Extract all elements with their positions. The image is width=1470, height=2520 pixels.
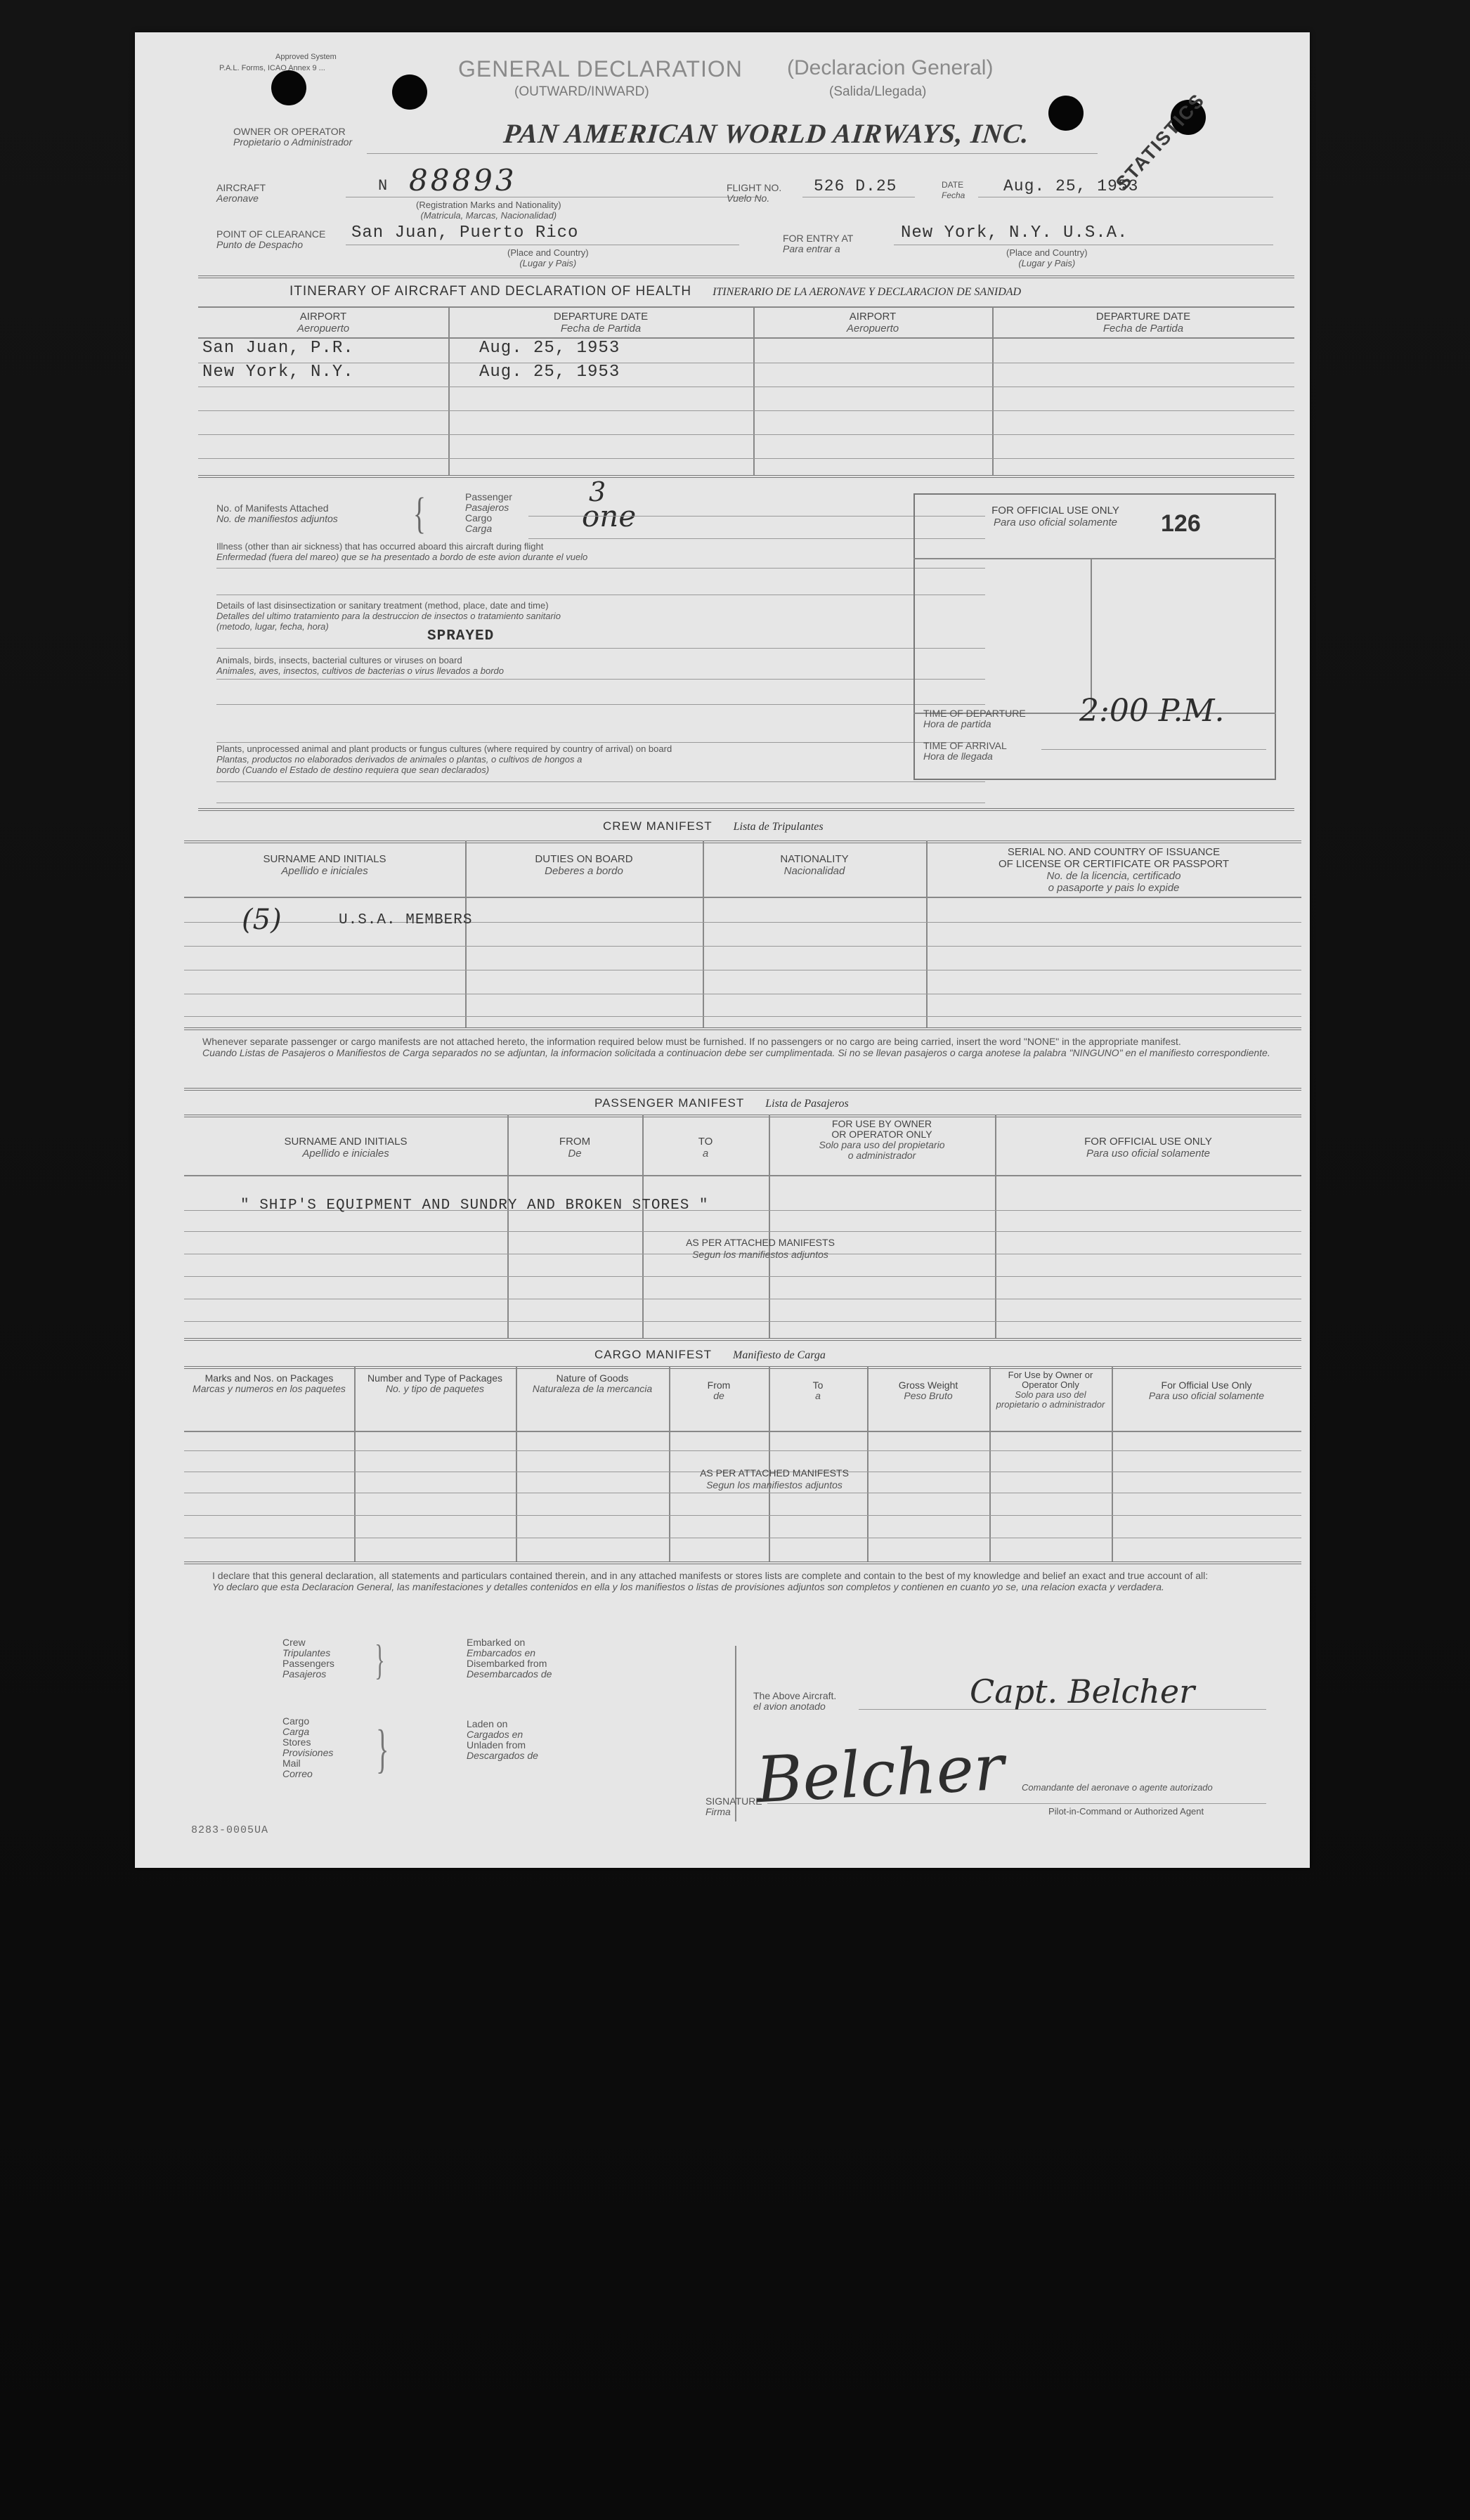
cargo-col-packages: Number and Type of Packages No. y tipo de paquetes (368, 1372, 502, 1394)
itinerary-date: Aug. 25, 1953 (479, 339, 620, 358)
plants-label: Plants, unprocessed animal and plant products or fungus cultures (where required by country of arrival) on board Plantas, productos no elaborados derivados de animales o plantas, o cultivos de hongos a bordo (Cuando el Estado de destino requiera que sean declarados) (216, 743, 672, 775)
itinerary-col-airport: AIRPORT Aeropuerto (297, 311, 350, 335)
animals-label: Animals, birds, insects, bacterial cultures or viruses on board Animales, aves, insectos, cultivos de bacterias o virus llevados a bordo (216, 655, 504, 676)
cargo-col-goods: Nature of Goods Naturaleza de la mercancia (532, 1372, 653, 1394)
itinerary-col-airport: AIRPORT Aeropuerto (846, 311, 899, 335)
itinerary-col-departure: DEPARTURE DATE Fecha de Partida (1095, 311, 1191, 335)
entry-place: New York, N.Y. U.S.A. (901, 223, 1128, 242)
passenger-entry: " SHIP'S EQUIPMENT AND SUNDRY AND BROKEN STORES " (240, 1197, 709, 1214)
manifests-label: No. of Manifests Attached No. de manifiestos adjuntos (216, 502, 338, 524)
declaration-group-2-actions: Laden on Cargados en Unladen from Descargados de (467, 1718, 538, 1761)
place-note: (Place and Country) (Lugar y Pais) (1006, 247, 1088, 268)
statistics-stamp: STATISTICS (1112, 89, 1209, 195)
cargo-title: CARGO MANIFEST Manifiesto de Carga (594, 1348, 826, 1361)
date-label: DATE Fecha (942, 180, 965, 200)
official-number: 126 (1161, 510, 1201, 537)
aircraft-prefix: N (378, 177, 389, 195)
captain-name: Capt. Belcher (970, 1673, 1195, 1710)
itinerary-col-departure: DEPARTURE DATE Fecha de Partida (553, 311, 649, 335)
brace: } (375, 1637, 385, 1683)
form-subtitle-es: (Salida/Llegada) (829, 84, 927, 99)
cargo-attached: AS PER ATTACHED MANIFESTS Segun los manifiestos adjuntos (700, 1467, 849, 1490)
crew-col-surname: SURNAME AND INITIALS Apellido e iniciales (263, 853, 386, 877)
crew-col-duties: DUTIES ON BOARD Deberes a bordo (535, 853, 633, 877)
place-note: (Place and Country) (Lugar y Pais) (507, 247, 589, 268)
punch-hole (271, 70, 306, 105)
crew-col-nationality: NATIONALITY Nacionalidad (780, 853, 849, 877)
crew-entry: U.S.A. MEMBERS (339, 912, 473, 928)
crew-title: CREW MANIFEST Lista de Tripulantes (603, 819, 824, 833)
crew-col-serial: SERIAL NO. AND COUNTRY OF ISSUANCE OF LICENSE OR CERTIFICATE OR PASSPORT No. de la licencia, certificado o pasaporte y pais lo expide (998, 846, 1230, 894)
owner-label: OWNER OR OPERATOR Propietario o Administrador (233, 126, 353, 148)
form-title: GENERAL DECLARATION (458, 56, 743, 82)
cargo-col-to: To a (812, 1379, 824, 1401)
cargo-col-marks: Marks and Nos. on Packages Marcas y numeros en los paquetes (193, 1372, 346, 1394)
passenger-attached: AS PER ATTACHED MANIFESTS Segun los manifiestos adjuntos (686, 1237, 835, 1260)
itinerary-date: Aug. 25, 1953 (479, 363, 620, 382)
brace: { (412, 490, 426, 538)
cargo-col-weight: Gross Weight Peso Bruto (898, 1379, 958, 1401)
manifest-types: Passenger Pasajeros Cargo Carga (465, 491, 512, 534)
passenger-col-to: TO a (698, 1136, 713, 1160)
general-declaration-form (135, 32, 1310, 1868)
departure-time: 2:00 P.M. (1079, 693, 1225, 729)
entry-label: FOR ENTRY AT Para entrar a (783, 233, 854, 254)
passenger-col-surname: SURNAME AND INITIALS Apellido e iniciales (284, 1136, 408, 1160)
cargo-col-owner: For Use by Owner or Operator Only Solo para uso del propietario o administrador (996, 1370, 1105, 1410)
aircraft-number: 88893 (409, 163, 517, 197)
punch-hole (392, 74, 427, 110)
operator-name: PAN AMERICAN WORLD AIRWAYS, INC. (502, 119, 1032, 149)
flight-date: Aug. 25, 1953 (1003, 177, 1139, 195)
signature: Belcher (754, 1730, 1006, 1818)
official-use-box (913, 493, 1276, 780)
declaration-group-1-items: Crew Tripulantes Passengers Pasajeros (282, 1637, 334, 1680)
flight-number: 526 D.25 (814, 177, 897, 195)
form-title-es: (Declaracion General) (787, 56, 994, 79)
corner-note: P.A.L. Forms, ICAO Annex 9 ... (219, 64, 325, 72)
signer-role-es: Comandante del aeronave o agente autorizado (1022, 1782, 1213, 1793)
departure-time-label: TIME OF DEPARTURE Hora de partida (923, 708, 1026, 729)
itinerary-airport: San Juan, P.R. (202, 339, 354, 358)
official-use-title: FOR OFFICIAL USE ONLY Para uso oficial solamente (991, 505, 1119, 528)
corner-note: Approved System (275, 53, 337, 61)
passenger-col-from: FROM De (559, 1136, 591, 1160)
passenger-manifest-count: 3 (589, 476, 606, 507)
punch-hole (1048, 96, 1084, 131)
cargo-manifest-count: one (582, 499, 637, 533)
declaration-group-2-items: Cargo Carga Stores Provisiones Mail Correo (282, 1715, 334, 1779)
passenger-col-owner: FOR USE BY OWNER OR OPERATOR ONLY Solo para uso del propietario o administrador (819, 1118, 945, 1161)
manifest-notice: Whenever separate passenger or cargo manifests are not attached hereto, the information required below must be furnished. If no passengers or no cargo are being carried, insert the word "NONE" in the appropriate manifest. Cuando Listas de Pasajeros o Manifiestos de Carga separados no se adjuntan, la informacion solicitada a continuacion debe ser cumplimentada. Si no se llevan pasajeros o carga anotese la palabra "NINGUNO" en el manifiesto correspondiente. (202, 1036, 1270, 1058)
cargo-col-official: For Official Use Only Para uso oficial solamente (1148, 1379, 1265, 1401)
itinerary-airport: New York, N.Y. (202, 363, 354, 382)
passenger-col-official: FOR OFFICIAL USE ONLY Para uso oficial solamente (1084, 1136, 1212, 1160)
disinsection-value: SPRAYED (427, 628, 495, 644)
illness-label: Illness (other than air sickness) that has occurred aboard this aircraft during flight Enfermedad (fuera del mareo) que se ha presentado a bordo de este avion durante el vuelo (216, 541, 588, 562)
signature-label: SIGNATURE Firma (705, 1795, 762, 1817)
registration-note: (Registration Marks and Nationality) (Matricula, Marcas, Nacionalidad) (416, 200, 561, 221)
arrival-time-label: TIME OF ARRIVAL Hora de llegada (923, 740, 1007, 762)
brace: } (376, 1720, 389, 1779)
cargo-col-from: From de (707, 1379, 731, 1401)
declaration-text: I declare that this general declaration, all statements and particulars contained therein, and in any attached manifests or stores lists are complete and contain to the best of my knowledge and belief an exact and true account of all: Yo declaro que esta Declaracion General, las manifestaciones y detalles contenidos en ella y los manifiestos o listas de provisiones adjuntos son completos y contienen en cuanto yo se, una relacion exacta y verdadera. (212, 1570, 1209, 1592)
aircraft-reference: The Above Aircraft. el avion anotado (753, 1690, 837, 1712)
passenger-title: PASSENGER MANIFEST Lista de Pasajeros (594, 1096, 849, 1110)
disinsection-label: Details of last disinsectization or sanitary treatment (method, place, date and time) Detalles del ultimo tratamiento para la destruccion de insectos o tratamiento sanitario (metodo, lugar, fecha, hora) (216, 600, 561, 632)
clearance-label: POINT OF CLEARANCE Punto de Despacho (216, 228, 326, 250)
crew-count: (5) (242, 904, 282, 936)
flight-label: FLIGHT NO. Vuelo No. (727, 182, 782, 204)
form-subtitle: (OUTWARD/INWARD) (514, 84, 649, 99)
aircraft-label: AIRCRAFT Aeronave (216, 182, 266, 204)
clearance-place: San Juan, Puerto Rico (351, 223, 579, 242)
declaration-group-1-actions: Embarked on Embarcados en Disembarked from Desembarcados de (467, 1637, 552, 1680)
form-code: 8283-0005UA (191, 1824, 269, 1836)
signer-role: Pilot-in-Command or Authorized Agent (1048, 1806, 1204, 1817)
itinerary-title: ITINERARY OF AIRCRAFT AND DECLARATION OF HEALTH ITINERARIO DE LA AERONAVE Y DECLARACION DE SANIDAD (290, 284, 1022, 299)
